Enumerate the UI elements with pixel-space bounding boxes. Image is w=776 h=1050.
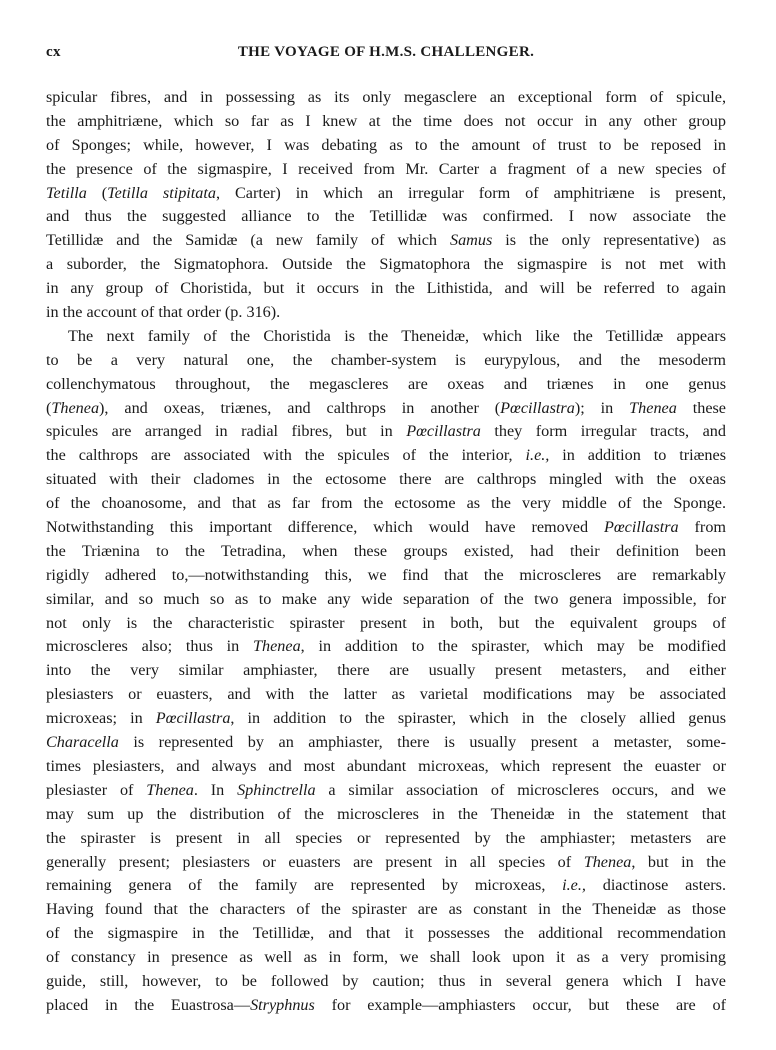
text-line: microscleres also; thus in Thenea, in addition to the spiraster, which may be modified bbox=[46, 637, 726, 656]
text-line: in any group of Choristida, but it occurs in the Lithistida, and will be referred to again bbox=[46, 279, 726, 298]
text-line: the spiraster is present in all species or represented by the amphiaster; metasters are bbox=[46, 828, 726, 847]
text-line: of Sponges; while, however, I was debating as to the amount of trust to be reposed in bbox=[46, 135, 726, 154]
running-title: THE VOYAGE OF H.M.S. CHALLENGER. bbox=[237, 44, 535, 60]
text-line: into the very similar amphiaster, there are usually present metasters, and either bbox=[46, 661, 726, 680]
text-line: generally present; plesiasters or euasters are present in all species of Thenea, but in the bbox=[46, 852, 726, 871]
text-line: similar, and so much so as to make any wide separation of the two genera impossible, for bbox=[46, 589, 726, 608]
text-line: rigidly adhered to,—notwithstanding this, we find that the microscleres are remarkably bbox=[46, 565, 726, 584]
text-line: spicular fibres, and in possessing as its only megasclere an exceptional form of spicule, bbox=[46, 88, 726, 106]
text-line: to be a very natural one, the chamber-system is eurypylous, and the mesoderm bbox=[46, 350, 726, 369]
text-line: the calthrops are associated with the spicules of the interior, i.e., in addition to triænes bbox=[46, 446, 726, 465]
text-line: spicules are arranged in radial fibres, but in Pœcillastra they form irregular tracts, and bbox=[46, 422, 726, 441]
text-line: the Triænina to the Tetradina, when these groups existed, had their definition been bbox=[46, 541, 726, 560]
text-line: may sum up the distribution of the microscleres in the Theneidæ in the statement that bbox=[46, 804, 726, 823]
text-line: Tetilla (Tetilla stipitata, Carter) in which an irregular form of amphitriæne is present, bbox=[46, 183, 726, 202]
text-line: not only is the characteristic spiraster present in both, but the equivalent groups of bbox=[46, 613, 726, 632]
body-text bbox=[46, 86, 726, 1018]
page-number: cx bbox=[46, 44, 61, 60]
text-line: situated with their cladomes in the ectosome there are calthrops mingled with the oxeas bbox=[46, 470, 726, 489]
text-line: The next family of the Choristida is the Theneidæ, which like the Tetillidæ appears bbox=[68, 326, 726, 345]
text-line: plesiasters or euasters, and with the latter as varietal modifications may be associated bbox=[46, 685, 726, 704]
text-line: of the sigmaspire in the Tetillidæ, and that it possesses the additional recommendation bbox=[46, 924, 726, 943]
page-header bbox=[46, 44, 726, 66]
text-line: Having found that the characters of the spiraster are as constant in the Theneidæ as those bbox=[46, 900, 726, 919]
text-line: a suborder, the Sigmatophora. Outside the Sigmatophora the sigmaspire is not met with bbox=[46, 255, 726, 274]
text-line: plesiaster of Thenea. In Sphinctrella a similar association of microscleres occurs, and we bbox=[46, 780, 726, 799]
text-line: the amphitriæne, which so far as I knew at the time does not occur in any other group bbox=[46, 111, 726, 130]
text-line: in the account of that order (p. 316). bbox=[46, 303, 281, 322]
text-line: guide, still, however, to be followed by caution; thus in several genera which I have bbox=[46, 971, 726, 990]
text-line: remaining genera of the family are represented by microxeas, i.e., diactinose asters. bbox=[46, 876, 726, 895]
text-line: microxeas; in Pœcillastra, in addition to the spiraster, which in the closely allied genus bbox=[46, 709, 726, 728]
text-line: of the choanosome, and that as far from the ectosome as the very middle of the Sponge. bbox=[46, 494, 726, 513]
text-line: and thus the suggested alliance to the Tetillidæ was confirmed. I now associate the bbox=[46, 207, 726, 226]
text-line: placed in the Euastrosa—Stryphnus for example—amphiasters occur, but these are of bbox=[46, 995, 726, 1014]
text-line: times plesiasters, and always and most abundant microxeas, which represent the euaster or bbox=[46, 756, 726, 775]
text-line: the presence of the sigmaspire, I received from Mr. Carter a fragment of a new species of bbox=[46, 159, 726, 178]
text-line: Notwithstanding this important difference, which would have removed Pœcillastra from bbox=[46, 518, 726, 537]
text-line: (Thenea), and oxeas, triænes, and calthrops in another (Pœcillastra); in Thenea these bbox=[46, 398, 726, 417]
text-line: collenchymatous throughout, the megascleres are oxeas and triænes in one genus bbox=[46, 374, 726, 393]
paragraph-1 bbox=[46, 86, 726, 325]
text-line: of constancy in presence as well as in form, we shall look upon it as a very promising bbox=[46, 948, 726, 967]
text-line: Tetillidæ and the Samidæ (a new family of which Samus is the only representative) as bbox=[46, 231, 726, 250]
text-line: Characella is represented by an amphiaster, there is usually present a metaster, some- bbox=[46, 733, 726, 752]
paragraph-2 bbox=[46, 325, 726, 1018]
